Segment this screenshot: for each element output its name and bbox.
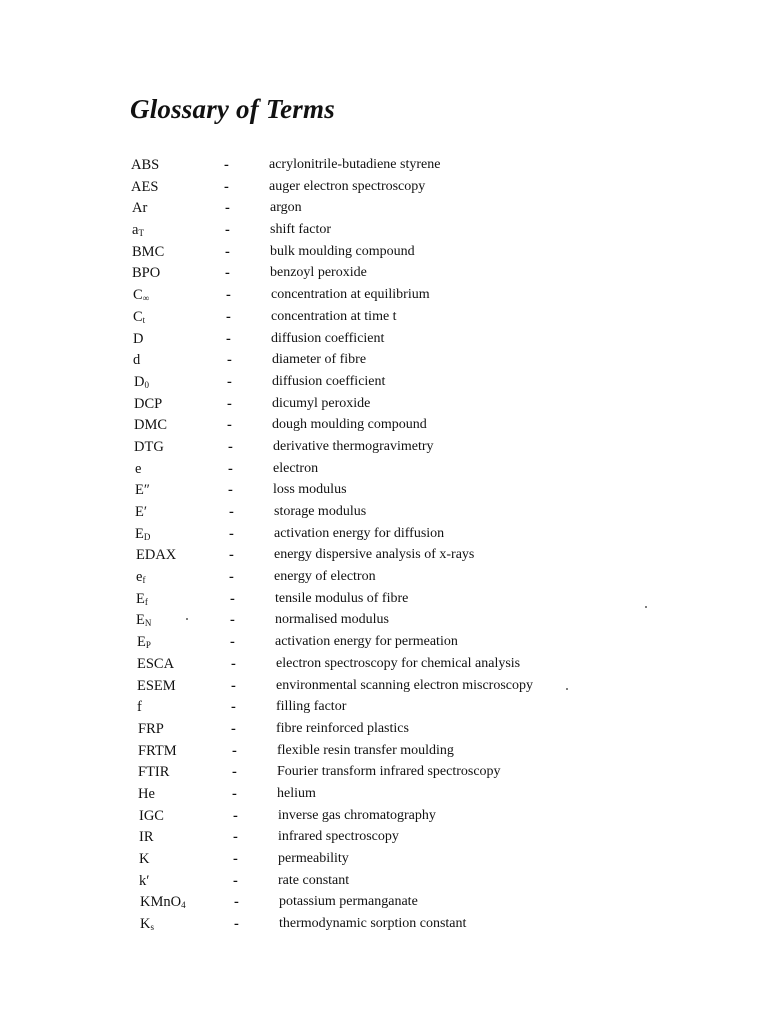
glossary-entry (0, 892, 768, 914)
glossary-definition: helium (277, 785, 316, 801)
glossary-abbreviation (136, 569, 145, 586)
separator-dash: - (226, 330, 231, 347)
glossary-entry (0, 654, 768, 676)
glossary-abbreviation (135, 504, 147, 521)
abbreviation-subscript: f (144, 596, 148, 607)
glossary-entry (0, 220, 768, 242)
separator-dash: - (226, 308, 231, 325)
separator-dash: - (230, 590, 235, 607)
abbreviation-text: f (137, 699, 142, 716)
separator-dash: - (231, 655, 236, 672)
glossary-abbreviation (133, 352, 140, 369)
glossary-entry (0, 610, 768, 632)
glossary-definition: environmental scanning electron miscroscopy (276, 677, 533, 693)
glossary-definition: dough moulding compound (272, 417, 427, 433)
abbreviation-text: C (133, 308, 143, 325)
glossary-entry (0, 480, 768, 502)
separator-dash: - (233, 807, 238, 824)
glossary-entry (0, 350, 768, 372)
glossary-definition: loss modulus (273, 482, 347, 498)
glossary-entry (0, 285, 768, 307)
separator-dash: - (226, 287, 231, 304)
glossary-list (0, 155, 768, 936)
glossary-definition: electron (273, 460, 319, 476)
glossary-definition: energy of electron (274, 569, 376, 585)
scan-speck (566, 688, 568, 690)
glossary-abbreviation (132, 200, 147, 217)
separator-dash: - (229, 547, 234, 564)
glossary-definition: rate constant (278, 872, 350, 888)
separator-dash: - (225, 265, 230, 282)
abbreviation-text: e (135, 460, 142, 477)
glossary-abbreviation (134, 417, 167, 434)
separator-dash: - (224, 178, 229, 195)
glossary-entry (0, 545, 768, 567)
abbreviation-text: DMC (134, 417, 168, 434)
separator-dash: - (232, 742, 237, 759)
glossary-definition: concentration at time t (271, 308, 397, 324)
glossary-abbreviation (137, 678, 176, 695)
glossary-entry (0, 524, 768, 546)
abbreviation-subscript: t (142, 314, 146, 325)
separator-dash: - (233, 851, 238, 867)
glossary-definition: bulk moulding compound (270, 243, 415, 259)
glossary-definition: storage modulus (274, 504, 367, 519)
glossary-definition: derivative thermogravimetry (273, 438, 434, 454)
abbreviation-text: k′ (139, 872, 150, 889)
abbreviation-text: IR (139, 829, 154, 846)
glossary-entry (0, 307, 768, 329)
glossary-definition: flexible resin transfer moulding (277, 742, 454, 758)
separator-dash: - (227, 373, 232, 390)
glossary-abbreviation (137, 634, 151, 651)
separator-dash: - (231, 699, 236, 716)
glossary-definition: permeability (278, 851, 349, 866)
glossary-definition: inverse gas chromatography (278, 807, 436, 823)
glossary-entry (0, 849, 768, 871)
abbreviation-text: KMnO (140, 894, 182, 911)
glossary-abbreviation (139, 829, 154, 846)
abbreviation-text: He (138, 785, 155, 802)
separator-dash: - (227, 395, 232, 412)
glossary-entry (0, 415, 768, 437)
abbreviation-text: ABS (131, 157, 160, 173)
glossary-abbreviation (133, 309, 145, 326)
glossary-definition: benzoyl peroxide (270, 265, 367, 281)
abbreviation-text: C (133, 287, 143, 304)
abbreviation-subscript: N (144, 618, 152, 629)
glossary-abbreviation (139, 808, 164, 825)
glossary-entry (0, 632, 768, 654)
glossary-definition: Fourier transform infrared spectroscopy (277, 764, 501, 780)
abbreviation-subscript: P (145, 640, 151, 651)
glossary-abbreviation (140, 916, 154, 933)
abbreviation-text: E (136, 612, 145, 629)
glossary-entry (0, 589, 768, 611)
separator-dash: - (233, 872, 238, 889)
glossary-definition: auger electron spectroscopy (269, 178, 426, 194)
glossary-abbreviation (135, 526, 150, 543)
glossary-definition: shift factor (270, 222, 332, 238)
page-title: Glossary of Terms (130, 94, 335, 124)
glossary-entry (0, 198, 768, 220)
glossary-entry (0, 827, 768, 849)
separator-dash: - (225, 243, 230, 260)
separator-dash: - (229, 525, 234, 542)
separator-dash: - (231, 677, 236, 694)
abbreviation-subscript: s (150, 922, 154, 933)
glossary-abbreviation (132, 222, 144, 239)
glossary-entry (0, 263, 768, 285)
glossary-entry (0, 329, 768, 351)
abbreviation-text: IGC (139, 807, 164, 824)
glossary-definition: electron spectroscopy for chemical analysis (276, 655, 521, 671)
abbreviation-text: D (133, 330, 144, 347)
abbreviation-text: E (137, 634, 146, 651)
abbreviation-subscript: 4 (181, 900, 186, 911)
glossary-abbreviation (137, 699, 142, 716)
separator-dash: - (229, 569, 234, 586)
glossary-definition: diffusion coefficient (272, 373, 386, 389)
glossary-entry (0, 871, 768, 893)
glossary-entry (0, 242, 768, 264)
abbreviation-subscript: 0 (144, 379, 149, 390)
separator-dash: - (230, 612, 235, 629)
glossary-entry (0, 784, 768, 806)
abbreviation-text: ESCA (137, 655, 175, 672)
glossary-abbreviation (136, 591, 148, 608)
glossary-entry (0, 567, 768, 589)
glossary-abbreviation (138, 786, 155, 803)
glossary-abbreviation (139, 873, 149, 890)
scan-speck (186, 618, 188, 620)
abbreviation-subscript: ∞ (142, 293, 150, 304)
separator-dash: - (233, 829, 238, 846)
abbreviation-text: AES (131, 178, 159, 195)
glossary-definition: acrylonitrile-butadiene styrene (269, 157, 441, 172)
glossary-definition: dicumyl peroxide (272, 395, 371, 411)
abbreviation-text: E (136, 590, 145, 607)
glossary-abbreviation (139, 851, 149, 868)
glossary-entry (0, 502, 768, 524)
abbreviation-text: E″ (135, 482, 150, 499)
glossary-entry (0, 676, 768, 698)
glossary-abbreviation (136, 547, 176, 564)
glossary-abbreviation (140, 894, 186, 911)
glossary-abbreviation (132, 265, 160, 282)
separator-dash: - (231, 720, 236, 737)
separator-dash: - (229, 504, 234, 520)
glossary-abbreviation (138, 743, 177, 760)
separator-dash: - (225, 222, 230, 239)
glossary-definition: fibre reinforced plastics (276, 720, 409, 736)
separator-dash: - (224, 157, 229, 173)
abbreviation-subscript: T (138, 228, 144, 239)
separator-dash: - (228, 460, 233, 477)
glossary-definition: normalised modulus (275, 612, 389, 628)
glossary-abbreviation (134, 439, 164, 456)
separator-dash: - (230, 634, 235, 651)
separator-dash: - (232, 764, 237, 781)
glossary-definition: thermodynamic sorption constant (279, 916, 467, 932)
glossary-definition: tensile modulus of fibre (275, 590, 409, 606)
abbreviation-text: E′ (135, 504, 148, 520)
glossary-entry (0, 459, 768, 481)
abbreviation-text: DCP (134, 395, 163, 412)
glossary-abbreviation (132, 244, 164, 261)
separator-dash: - (225, 200, 230, 217)
glossary-entry (0, 372, 768, 394)
glossary-definition: filling factor (276, 699, 347, 715)
glossary-definition: diameter of fibre (272, 352, 367, 368)
abbreviation-subscript: D (143, 531, 151, 542)
glossary-definition: infrared spectroscopy (278, 829, 399, 845)
abbreviation-text: K (140, 916, 151, 933)
glossary-abbreviation (138, 764, 169, 781)
glossary-abbreviation (133, 331, 143, 348)
abbreviation-text: ESEM (137, 677, 176, 694)
glossary-abbreviation (133, 287, 149, 304)
glossary-entry (0, 762, 768, 784)
abbreviation-text: FTIR (138, 764, 170, 781)
glossary-abbreviation (135, 461, 141, 478)
glossary-definition: energy dispersive analysis of x-rays (274, 547, 475, 563)
glossary-abbreviation (134, 396, 162, 413)
abbreviation-text: K (139, 851, 150, 867)
abbreviation-text: e (136, 569, 143, 586)
glossary-entry (0, 914, 768, 936)
separator-dash: - (234, 916, 239, 933)
separator-dash: - (228, 482, 233, 499)
glossary-definition: concentration at equilibrium (271, 287, 430, 303)
glossary-abbreviation (136, 612, 151, 629)
abbreviation-text: DTG (134, 438, 164, 455)
glossary-definition: activation energy for diffusion (274, 525, 445, 541)
glossary-entry (0, 806, 768, 828)
glossary-entry (0, 437, 768, 459)
abbreviation-subscript: f (142, 575, 146, 586)
abbreviation-text: d (133, 352, 141, 369)
glossary-entry (0, 394, 768, 416)
glossary-definition: diffusion coefficient (271, 330, 385, 346)
glossary-entry (0, 177, 768, 199)
abbreviation-text: FRP (138, 720, 164, 737)
separator-dash: - (228, 438, 233, 455)
abbreviation-text: BPO (132, 265, 161, 282)
separator-dash: - (232, 785, 237, 802)
glossary-entry (0, 719, 768, 741)
glossary-abbreviation (131, 179, 158, 196)
separator-dash: - (227, 352, 232, 369)
scan-speck (645, 606, 647, 608)
glossary-abbreviation (134, 374, 149, 391)
glossary-entry (0, 697, 768, 719)
abbreviation-text: E (135, 525, 144, 542)
glossary-definition: potassium permanganate (279, 894, 418, 910)
glossary-definition: argon (270, 200, 302, 216)
abbreviation-text: D (134, 373, 145, 390)
abbreviation-text: a (132, 222, 139, 239)
glossary-entry (0, 741, 768, 763)
separator-dash: - (227, 417, 232, 434)
abbreviation-text: FRTM (138, 742, 177, 759)
abbreviation-text: EDAX (136, 547, 177, 564)
separator-dash: - (234, 894, 239, 911)
abbreviation-text: BMC (132, 243, 165, 260)
glossary-entry (0, 155, 768, 177)
glossary-abbreviation (135, 482, 150, 499)
abbreviation-text: Ar (132, 200, 148, 217)
glossary-abbreviation (138, 721, 164, 738)
glossary-definition: activation energy for permeation (275, 634, 458, 650)
glossary-abbreviation (137, 656, 174, 673)
glossary-abbreviation (131, 157, 159, 174)
